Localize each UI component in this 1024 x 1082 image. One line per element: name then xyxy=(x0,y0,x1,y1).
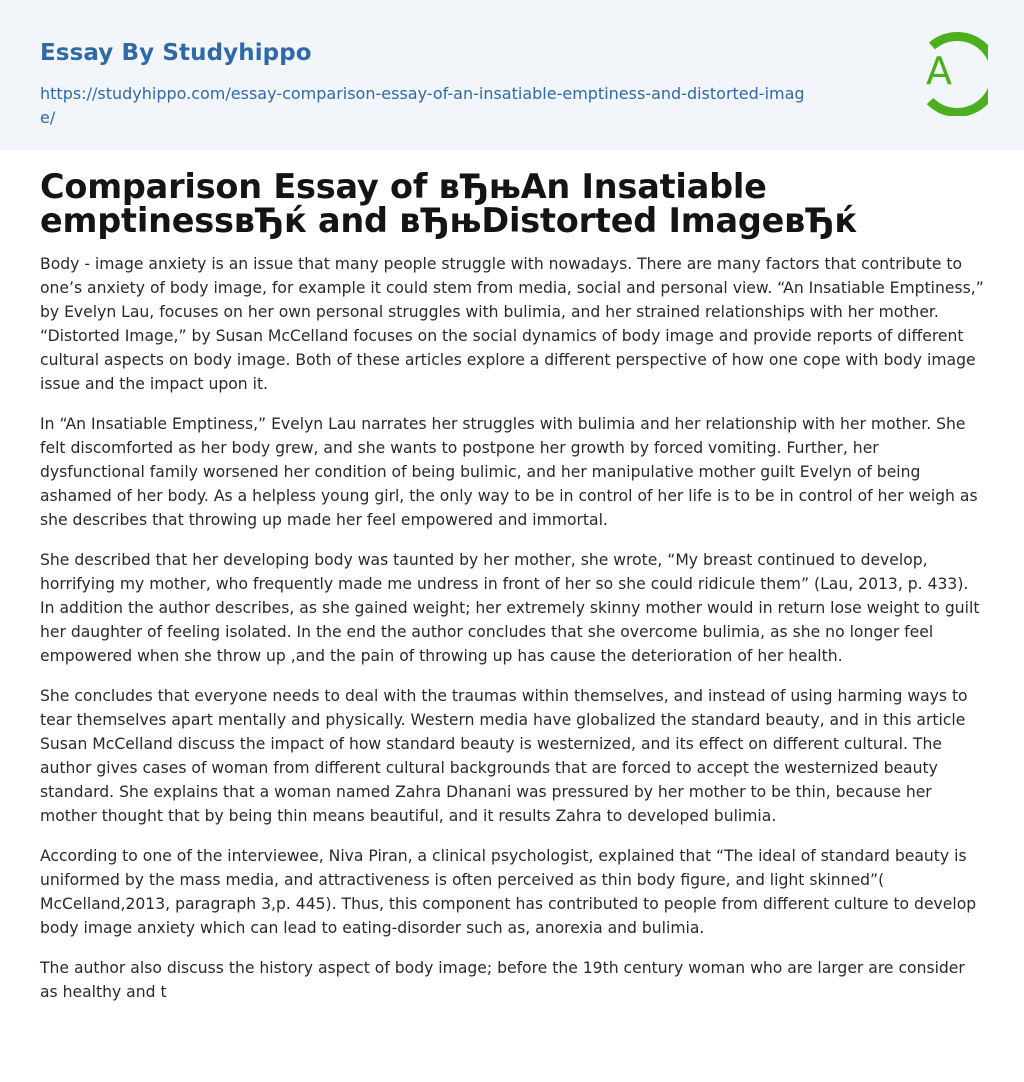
logo-letter: A xyxy=(926,49,952,93)
studyhippo-logo-icon[interactable] xyxy=(908,28,988,116)
paragraph: According to one of the interviewee, Niva Piran, a clinical psychologist, explained that “The ideal of standard beauty is uniformed by the mass media, and attractiveness is often perceived as thin body figure, and light skinned”( McCelland,2013, paragraph 3,p. 445). Thus, this component has contributed to people from different culture to develop body image anxiety which can lead to eating-disorder such as, anorexia and bulimia. xyxy=(40,847,977,937)
paragraph: The author also discuss the history aspect of body image; before the 19th century woman who are larger are consider as healthy and t xyxy=(40,959,965,1001)
site-brand[interactable]: Essay By Studyhippo xyxy=(40,40,312,66)
paragraph: In “An Insatiable Emptiness,” Evelyn Lau narrates her struggles with bulimia and her relationship with her mother. She felt discomforted as her body grew, and she wants to postpone her growth by forced vomiting. Further, her dysfunctional family worsened her condition of being bulimic, and her manipulative mother guilt Evelyn of being ashamed of her body. As a helpless young girl, the only way to be in control of her life is to be in control of her weigh as she describes that throwing up made her feel empowered and immortal. xyxy=(40,415,978,529)
paragraph: Body - image anxiety is an issue that many people struggle with nowadays. There are many factors that contribute to one’s anxiety of body image, for example it could stem from media, social and personal view. “An Insatiable Emptiness,” by Evelyn Lau, focuses on her own personal struggles with bulimia, and her strained relationships with her mother. “Distorted Image,” by Susan McCelland focuses on the social dynamics of body image and provide reports of different cultural aspects on body image. Both of these articles explore a different perspective of how one cope with body image issue and the impact upon it. xyxy=(40,255,984,393)
article xyxy=(40,167,984,1004)
paragraph: She described that her developing body was taunted by her mother, she wrote, “My breast continued to develop, horrifying my mother, who frequently made me undress in front of her so she could ridicule them” (Lau, 2013, p. 433). In addition the author describes, as she gained weight; her extremely skinny mother would in return lose weight to guilt her daughter of feeling isolated. In the end the author concludes that she overcome bulimia, as she no longer feel empowered when she throw up ,and the pain of throwing up has cause the deterioration of her health. xyxy=(40,551,980,665)
site-header xyxy=(0,0,1024,150)
paragraph: She concludes that everyone needs to deal with the traumas within themselves, and instead of using harming ways to tear themselves apart mentally and physically. Western media have globalized the standard beauty, and in this article Susan McCelland discuss the impact of how standard beauty is westernized, and its effect on different cultural. The author gives cases of woman from different cultural backgrounds that are forced to accept the westernized beauty standard. She explains that a woman named Zahra Dhanani was pressured by her mother to be thin, because her mother thought that by being thin means beautiful, and it results Zahra to developed bulimia. xyxy=(40,687,968,825)
page-url-link[interactable]: https://studyhippo.com/essay-comparison-essay-of-an-insatiable-emptiness-and-distorted-image/ xyxy=(40,84,805,127)
article-title: Comparison Essay of вЂњAn Insatiable emptinessвЂќ and вЂњDistorted ImageвЂќ xyxy=(40,167,857,240)
